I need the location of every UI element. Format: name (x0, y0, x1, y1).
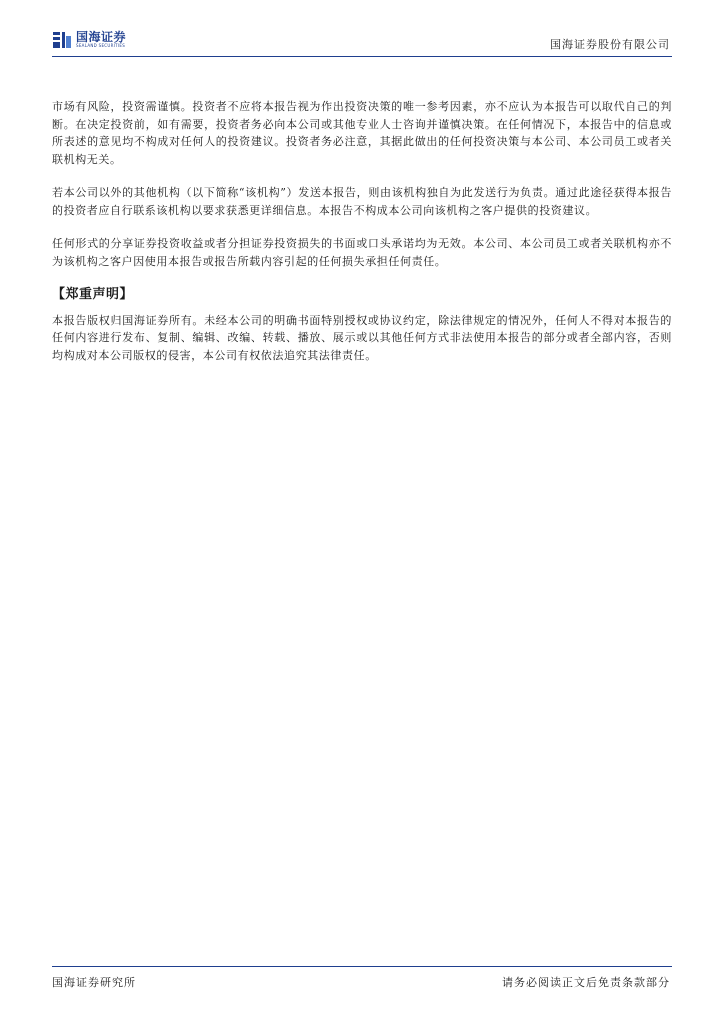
risk-paragraph: 市场有风险，投资需谨慎。投资者不应将本报告视为作出投资决策的唯一参考因素，亦不应认为本报告可以取代自己的判断。在决定投资前，如有需要，投资者务必向本公司或其他专业人士咨询并谨慎决策。在任何情况下，本报告中的信息或所表述的意见均不构成对任何人的投资建议。投资者务必注意，其据此做出的任何投资决策与本公司、本公司员工或者关联机构无关。 (52, 100, 672, 166)
sealand-logo-icon (52, 30, 72, 50)
liability-paragraph: 任何形式的分享证券投资收益或者分担证券投资损失的书面或口头承诺均为无效。本公司、本公司员工或者关联机构亦不为该机构之客户因使用本报告或报告所载内容引起的任何损失承担任何责任。 (52, 237, 672, 268)
footer-institute: 国海证券研究所 (52, 976, 136, 989)
footer-notice: 请务必阅读正文后免责条款部分 (502, 976, 670, 989)
copyright-paragraph: 本报告版权归国海证券所有。未经本公司的明确书面特别授权或协议约定，除法律规定的情况外，任何人不得对本报告的任何内容进行发布、复制、编辑、改编、转载、播放、展示或以其他任何方式非法使用本报告的部分或者全部内容，否则均构成对本公司版权的侵害，本公司有权依法追究其法律责任。 (52, 313, 672, 362)
logo-english-name: SEALAND SECURITIES (76, 43, 126, 48)
disclaimer-body (52, 98, 672, 380)
third-party-paragraph: 若本公司以外的其他机构（以下简称“该机构”）发送本报告，则由该机构独自为此发送行为负责。通过此途径获得本报告的投资者应自行联系该机构以要求获悉更详细信息。本报告不构成本公司向该机构之客户提供的投资建议。 (52, 186, 672, 217)
footer-divider (52, 966, 672, 967)
company-name: 国海证券股份有限公司 (550, 38, 670, 51)
logo-chinese-name: 国海证券 (76, 30, 127, 44)
section-title: 【郑重声明】 (52, 287, 134, 302)
company-logo (52, 30, 126, 50)
page-header (0, 0, 724, 60)
header-divider (52, 56, 672, 57)
